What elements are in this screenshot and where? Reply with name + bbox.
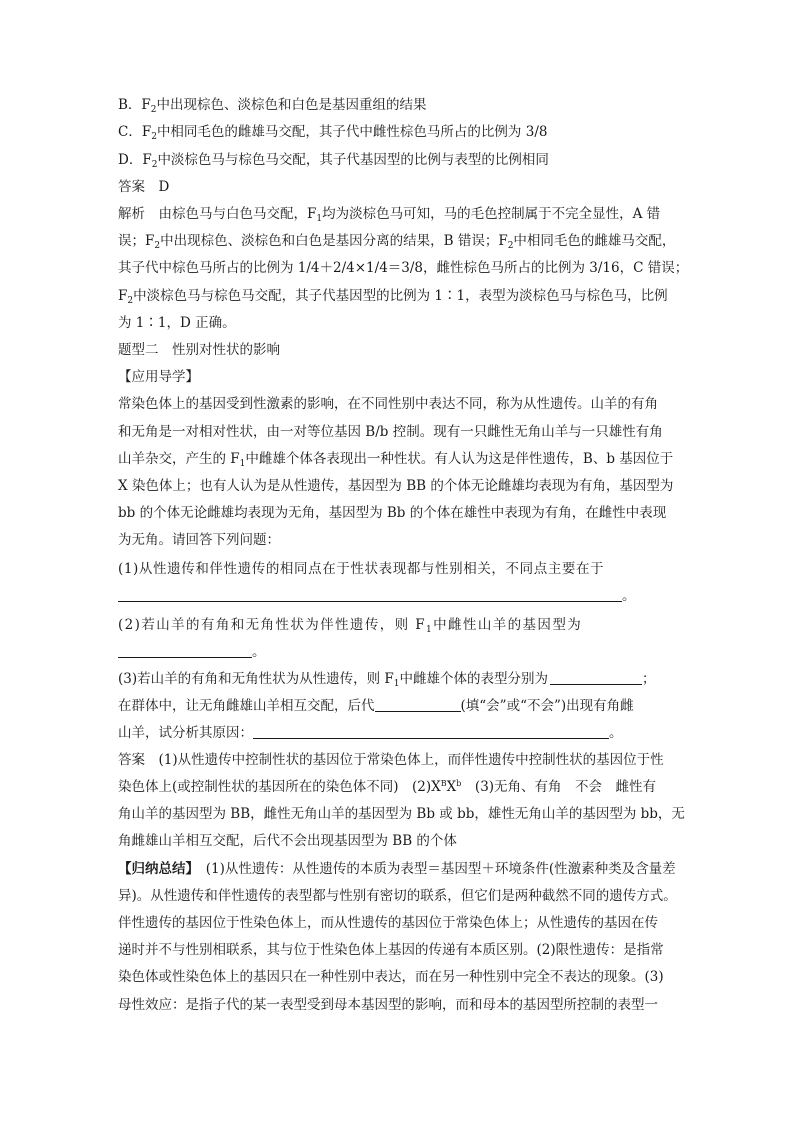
answer-blank-1[interactable] <box>118 588 622 602</box>
question-fragment: 中雌性山羊的基因型为 <box>433 617 583 633</box>
question-fragment: (填“会”或“不会”)出现有角雌 <box>460 698 634 714</box>
answer-blank-2[interactable] <box>118 644 252 658</box>
analysis-text: 误；F <box>118 233 155 249</box>
sub-question-1: (1)从性遗传和伴性遗传的相同点在于性状表现都与性别相关，不同点主要在于 <box>118 561 605 577</box>
superscript: b <box>456 779 462 788</box>
summary-line: 伴性遗传的基因位于性染色体上，而从性遗传的基因位于常染色体上；从性遗传的基因在传 <box>118 915 658 931</box>
question-fragment: (2)若山羊的有角和无角性状为伴性遗传，则 F <box>118 617 426 633</box>
analysis-text: 均为淡棕色马可知，马的毛色控制属于不完全显性，A 错 <box>322 206 661 222</box>
subscript: 2 <box>150 105 157 115</box>
analysis-line <box>118 206 660 222</box>
semicolon: ； <box>642 671 656 687</box>
guide-label: 【应用导学】 <box>118 369 199 385</box>
option-c-prefix: C．F <box>118 124 152 140</box>
question-text: 和无角是一对相对性状，由一对等位基因 B/b 控制。现有一只雌性无角山羊与一只雄性有角 <box>118 424 663 440</box>
subscript: 1 <box>425 625 434 635</box>
question-text <box>118 451 673 467</box>
period: 。 <box>609 725 623 741</box>
subscript: 2 <box>127 296 134 306</box>
answer-label: 答案 D <box>118 179 170 195</box>
analysis-line: 其子代中棕色马所占的比例为 1/4＋2/4×1/4＝3/8，雌性棕色马所占的比例为 3/16，C 错误； <box>118 260 689 276</box>
question-text: X 染色体上；也有人认为是从性遗传，基因型为 BB 的个体无论雌雄均表现为有角，基因型为 <box>118 478 674 494</box>
question-fragment: 在群体中，让无角雌雄山羊相互交配，后代 <box>118 698 375 714</box>
question-text: 为无角。请回答下列问题： <box>118 532 280 548</box>
summary-label: 【归纳总结】 <box>118 861 193 877</box>
analysis-text: 中相同毛色的雌雄马交配， <box>513 233 676 249</box>
period: 。 <box>622 588 636 604</box>
subscript: 2 <box>154 241 161 251</box>
question-text: 常染色体上的基因受到性激素的影响，在不同性别中表达不同，称为从性遗传。山羊的有角 <box>118 396 658 412</box>
summary-text: (1)从性遗传：从性遗传的本质为表型＝基因型＋环境条件(性激素种类及含量差 <box>192 861 676 877</box>
analysis-text: 中出现棕色、淡棕色和白色是基因分离的结果，B 错误；F <box>160 233 508 249</box>
subscript: 1 <box>239 459 246 469</box>
subscript: 1 <box>316 214 323 224</box>
summary-line: 异)。从性遗传和伴性遗传的表型都与性别有密切的联系，但它们是两种截然不同的遗传方式。 <box>118 888 677 904</box>
analysis-line <box>118 288 668 304</box>
answer-fragment: (3)无角、有角 不会 雌性有 <box>461 779 657 795</box>
question-text: bb 的个体无论雌雄均表现为无角，基因型为 Bb 的个体在雄性中表现为有角，在雌性中表现 <box>118 505 667 521</box>
section-title: 题型二 性别对性状的影响 <box>118 342 280 358</box>
sub-question-3-line2 <box>118 698 634 714</box>
answer-text: 角山羊的基因型为 BB，雌性无角山羊的基因型为 Bb 或 bb，雄性无角山羊的基因型为 bb，无 <box>118 806 685 822</box>
superscript: B <box>440 779 447 788</box>
summary-line: 母性效应：是指子代的某一表型受到母本基因型的影响，而和母本的基因型所控制的表型一 <box>118 997 658 1013</box>
answer-blank-3b[interactable] <box>375 698 461 712</box>
answer-text: 角雌雄山羊相互交配，后代不会出现基因型为 BB 的个体 <box>118 833 457 849</box>
option-b-text: 中出现棕色、淡棕色和白色是基因重组的结果 <box>156 97 427 113</box>
analysis-line: 为 1∶1，D 正确。 <box>118 315 236 331</box>
subscript: 1 <box>393 679 400 689</box>
sub-question-3 <box>118 671 656 687</box>
period: 。 <box>252 644 266 660</box>
answer-text: 答案 (1)从性遗传中控制性状的基因位于常染色体上，而伴性遗传中控制性状的基因位于性 <box>118 752 664 768</box>
analysis-text: F <box>118 288 128 304</box>
question-fragment: 山羊杂交，产生的 F <box>118 451 240 467</box>
summary-line <box>118 861 676 877</box>
option-d <box>118 152 549 168</box>
question-fragment: 中雌雄个体的表型分别为 <box>399 671 549 687</box>
answer-blank-3a[interactable] <box>550 671 642 685</box>
answer-blank-line <box>118 644 266 660</box>
subscript: 2 <box>151 160 158 170</box>
subscript: 2 <box>507 241 514 251</box>
analysis-text: 解析 由棕色马与白色马交配，F <box>118 206 317 222</box>
option-c <box>118 124 547 140</box>
answer-fragment: 染色体上(或控制性状的基因所在的染色体不同) (2)X <box>118 779 441 795</box>
option-d-text: 中淡棕色马与棕色马交配，其子代基因型的比例与表型的比例相同 <box>157 152 549 168</box>
answer-text <box>118 779 656 795</box>
analysis-text: 中淡棕色马与棕色马交配，其子代基因型的比例为 1∶1，表型为淡棕色马与棕色马，比例 <box>133 288 668 304</box>
option-d-prefix: D．F <box>118 152 152 168</box>
question-fragment: 山羊，试分析其原因： <box>118 725 253 741</box>
sub-question-2 <box>118 617 582 633</box>
option-b <box>118 97 427 113</box>
option-b-prefix: B．F <box>118 97 151 113</box>
answer-blank-3c[interactable] <box>253 725 609 739</box>
sub-question-3-line3 <box>118 725 623 741</box>
analysis-line <box>118 233 675 249</box>
question-fragment: (3)若山羊的有角和无角性状为从性遗传，则 F <box>118 671 394 687</box>
question-fragment: 中雌雄个体各表现出一种性状。有人认为这是伴性遗传，B、b 基因位于 <box>245 451 674 467</box>
option-c-text: 中相同毛色的雌雄马交配，其子代中雌性棕色马所占的比例为 3/8 <box>156 124 548 140</box>
summary-line: 染色体或性染色体上的基因只在一种性别中表达，而在另一种性别中完全不表达的现象。(3) <box>118 969 664 985</box>
summary-line: 递时并不与性别相联系，其与位于性染色体上基因的传递有本质区别。(2)限性遗传：是指常 <box>118 942 664 958</box>
subscript: 2 <box>151 132 157 142</box>
answer-blank-line <box>118 588 636 604</box>
answer-fragment: X <box>446 779 457 795</box>
